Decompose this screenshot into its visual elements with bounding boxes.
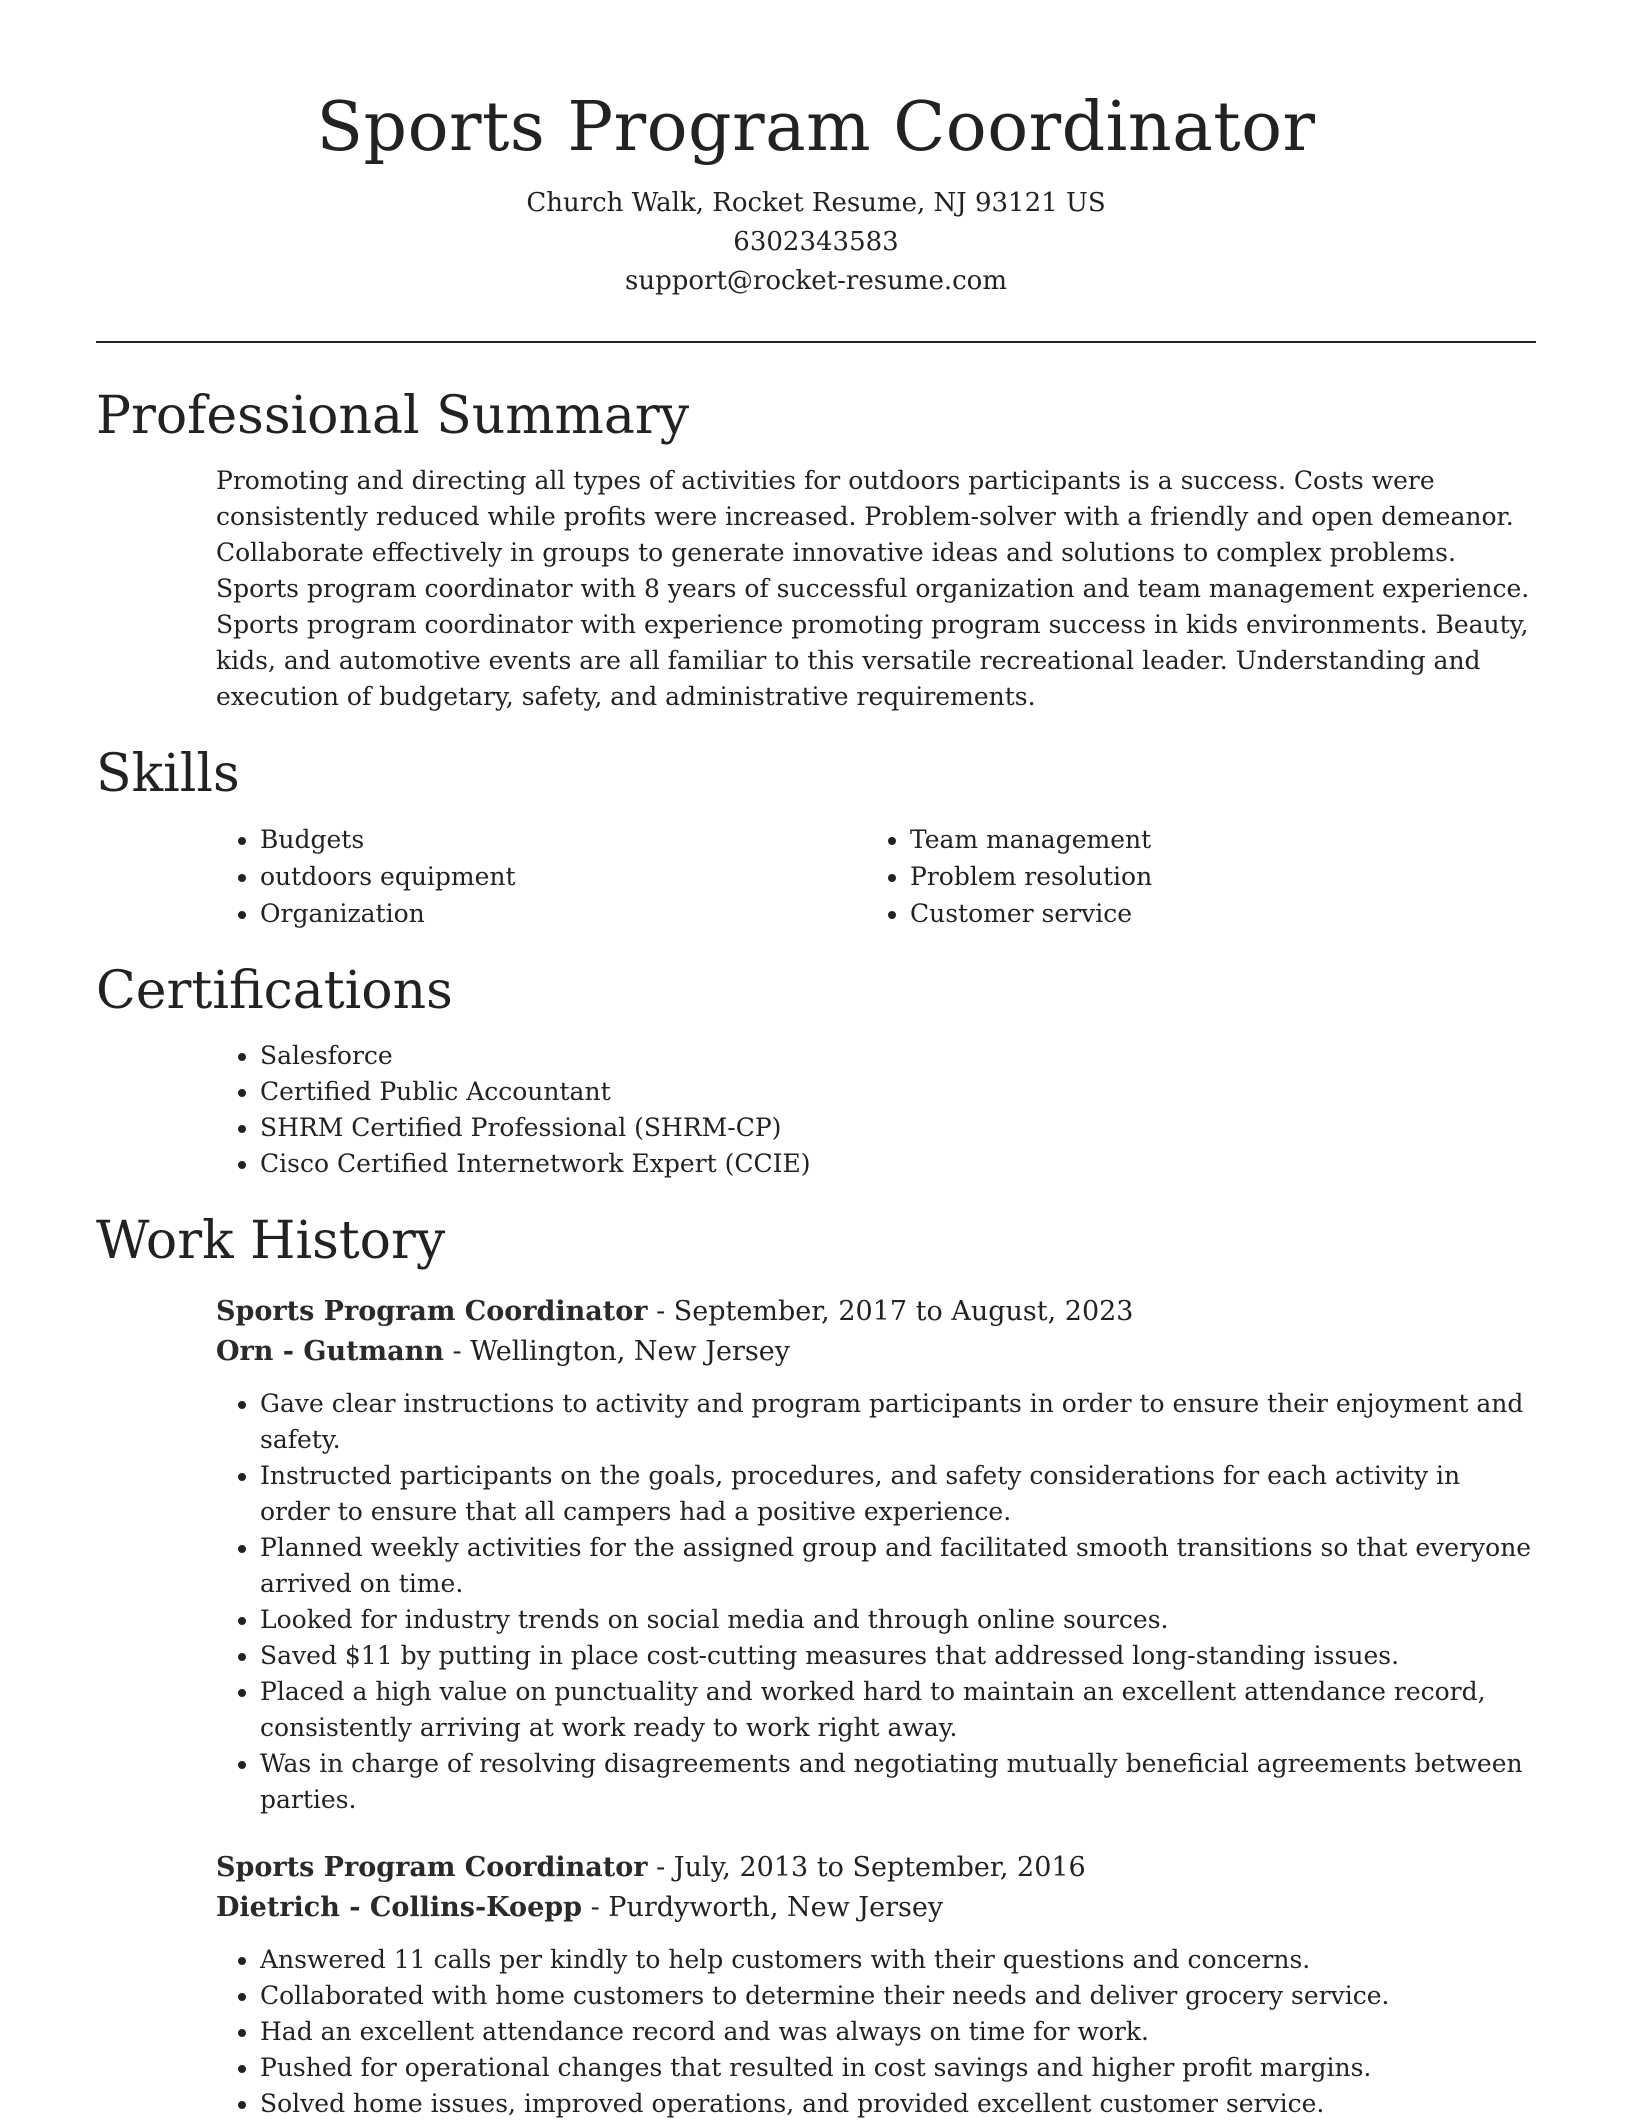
job-bullets <box>216 1386 1536 1818</box>
job-location: - Wellington, New Jersey <box>443 1336 791 1367</box>
job-title: Sports Program Coordinator <box>216 1852 648 1883</box>
skills-list <box>216 821 1536 932</box>
skills-column-left <box>216 821 866 932</box>
job-title-line <box>216 1848 1536 1888</box>
header-divider <box>96 341 1536 343</box>
certification-item: • Salesforce <box>260 1038 1536 1074</box>
section-title-work-history: Work History <box>96 1211 446 1271</box>
job-bullet: • Answered 11 calls per kindly to help customers with their questions and concerns. <box>260 1942 1536 1978</box>
job-employer-line <box>216 1888 1536 1928</box>
section-title-summary: Professional Summary <box>96 386 690 446</box>
job-bullet: • Instructed participants on the goals, procedures, and safety considerations for each activity in order to ensure that all campers had a positive experience. <box>260 1458 1536 1530</box>
job-employer: Orn - Gutmann <box>216 1336 444 1367</box>
certifications-list <box>216 1038 1536 1182</box>
job-employer-line <box>216 1332 1536 1372</box>
skill-item: • Organization <box>260 895 866 932</box>
contact-address: Church Walk, Rocket Resume, NJ 93121 US <box>526 188 1106 218</box>
contact-phone: 6302343583 <box>733 227 899 257</box>
job-entry <box>216 1292 1536 1818</box>
job-bullet: • Was in charge of resolving disagreements and negotiating mutually beneficial agreements between parties. <box>260 1746 1536 1818</box>
job-bullet: • Looked for industry trends on social media and through online sources. <box>260 1602 1536 1638</box>
resume-name: Sports Program Coordinator <box>316 88 1316 167</box>
section-title-certifications: Certifications <box>96 961 453 1021</box>
job-dates: - July, 2013 to September, 2016 <box>647 1852 1086 1883</box>
job-bullet: • Pushed for operational changes that resulted in cost savings and higher profit margins. <box>260 2050 1536 2086</box>
skill-item: • Customer service <box>910 895 1516 932</box>
job-entry <box>216 1848 1536 2122</box>
job-bullet: • Collaborated with home customers to determine their needs and deliver grocery service. <box>260 1978 1536 2014</box>
skill-item: • Problem resolution <box>910 858 1516 895</box>
contact-block <box>96 184 1536 301</box>
skills-column-right <box>866 821 1516 932</box>
job-dates: - September, 2017 to August, 2023 <box>647 1296 1134 1327</box>
skill-item: • outdoors equipment <box>260 858 866 895</box>
skill-item: • Budgets <box>260 821 866 858</box>
contact-email: support@rocket-resume.com <box>624 266 1007 296</box>
job-title: Sports Program Coordinator <box>216 1296 648 1327</box>
job-employer: Dietrich - Collins-Koepp <box>216 1892 583 1923</box>
job-bullet: • Placed a high value on punctuality and worked hard to maintain an excellent attendance record, consistently arriving at work ready to work right away. <box>260 1674 1536 1746</box>
job-bullet: • Solved home issues, improved operations, and provided excellent customer service. <box>260 2086 1536 2122</box>
skill-item: • Team management <box>910 821 1516 858</box>
job-bullet: • Gave clear instructions to activity and program participants in order to ensure their enjoyment and safety. <box>260 1386 1536 1458</box>
certification-item: • SHRM Certified Professional (SHRM-CP) <box>260 1110 1536 1146</box>
job-bullet: • Planned weekly activities for the assigned group and facilitated smooth transitions so that everyone arrived on time. <box>260 1530 1536 1602</box>
job-bullet: • Saved $11 by putting in place cost-cutting measures that addressed long-standing issues. <box>260 1638 1536 1674</box>
certification-item: • Certified Public Accountant <box>260 1074 1536 1110</box>
section-title-skills: Skills <box>96 744 240 804</box>
job-bullets <box>216 1942 1536 2122</box>
job-bullet: • Had an excellent attendance record and was always on time for work. <box>260 2014 1536 2050</box>
certification-item: • Cisco Certified Internetwork Expert (CCIE) <box>260 1146 1536 1182</box>
job-title-line <box>216 1292 1536 1332</box>
job-location: - Purdyworth, New Jersey <box>582 1892 944 1923</box>
summary-text: Promoting and directing all types of activities for outdoors participants is a success. Costs were consistently reduced while profits were increased. Problem-solver with a friendly and open demeanor. Collaborate effectively in groups to generate innovative ideas and solutions to complex problems. Sports program coordinator with 8 years of successful organization and team management experience. Sports program coordinator with experience promoting program success in kids environments. Beauty, kids, and automotive events are all familiar to this versatile recreational leader. Understanding and execution of budgetary, safety, and administrative requirements. <box>216 466 1530 711</box>
